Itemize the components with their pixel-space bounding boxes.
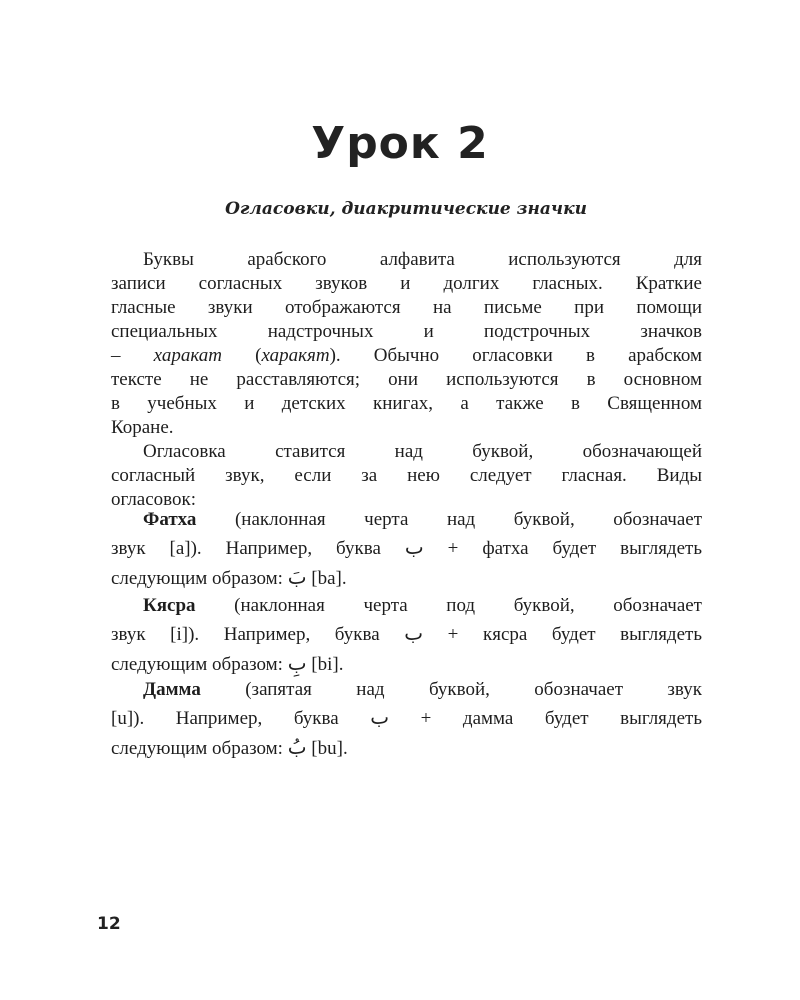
text-line [111,618,702,648]
arabic-letter-ba: ب [404,621,424,645]
text-fragment: + дамма будет выглядеть [389,708,702,729]
text-line [111,562,702,592]
section-fatha [111,508,702,592]
transliteration: [bi]. [306,654,344,675]
text-line: гласные звуки отображаются на письме при помощи [111,297,702,318]
text-line [111,702,702,732]
text-fragment: следующим образом: [111,654,288,675]
term-harakat: харакат [153,345,222,366]
term-kasra: Кясра [143,595,196,616]
text-fragment: ). Обычно огласовки в арабском [329,345,702,366]
text-line [111,344,702,368]
arabic-ba-damma: بُ [287,735,307,759]
text-line: огласовок: [111,489,197,510]
text-line: в учебных и детских книгах, а также в Священном [111,393,702,414]
text-fragment: (наклонная черта над буквой, обозначает [196,509,702,530]
text-fragment: звук [a]). Например, буква [111,538,405,559]
arabic-letter-ba: ب [370,705,390,729]
text-line [111,594,702,618]
text-fragment: + фатха будет выглядеть [423,538,702,559]
paren-open: ( [221,345,262,366]
text-line: тексте не расставляются; они используются в основном [111,369,702,390]
text-fragment: следующим образом: [111,568,288,589]
text-line: согласный звук, если за нею следует гласная. Виды [111,465,702,486]
text-line: Огласовка ставится над буквой, обозначающей [143,441,702,462]
text-fragment: звук [i]). Например, буква [111,624,405,645]
section-damma [111,678,702,762]
arabic-ba-fatha: بَ [287,565,307,589]
text-fragment: + кясра будет выглядеть [423,624,703,645]
text-line: записи согласных звуков и долгих гласных. Краткие [111,273,702,294]
text-fragment: [u]). Например, буква [111,708,371,729]
transliteration: [ba]. [306,568,347,589]
arabic-ba-kasra: بِ [287,651,307,675]
transliteration: [bu]. [306,738,348,759]
lesson-subtitle: Огласовки, диакритические значки [225,199,587,219]
term-fatha: Фатха [143,509,197,530]
text-line [111,532,702,562]
text-fragment: (запятая над буквой, обозначает звук [200,679,702,700]
dash: – [111,345,154,366]
text-line [111,508,702,532]
text-line: Буквы арабского алфавита используются для [143,249,702,270]
paragraph-alphabet [111,248,702,512]
text-line: специальных надстрочных и подстрочных значков [111,321,702,342]
text-fragment: следующим образом: [111,738,288,759]
term-damma: Дамма [143,679,201,700]
lesson-title: Урок 2 [311,118,489,169]
text-line [111,678,702,702]
text-line [111,732,702,762]
page-number: 12 [97,914,121,934]
text-line: Коране. [111,417,174,438]
text-fragment: (наклонная черта под буквой, обозначает [195,595,702,616]
section-kasra [111,594,702,678]
arabic-letter-ba: ب [404,535,424,559]
term-harakyat: харакят [261,345,330,366]
text-line [111,648,702,678]
